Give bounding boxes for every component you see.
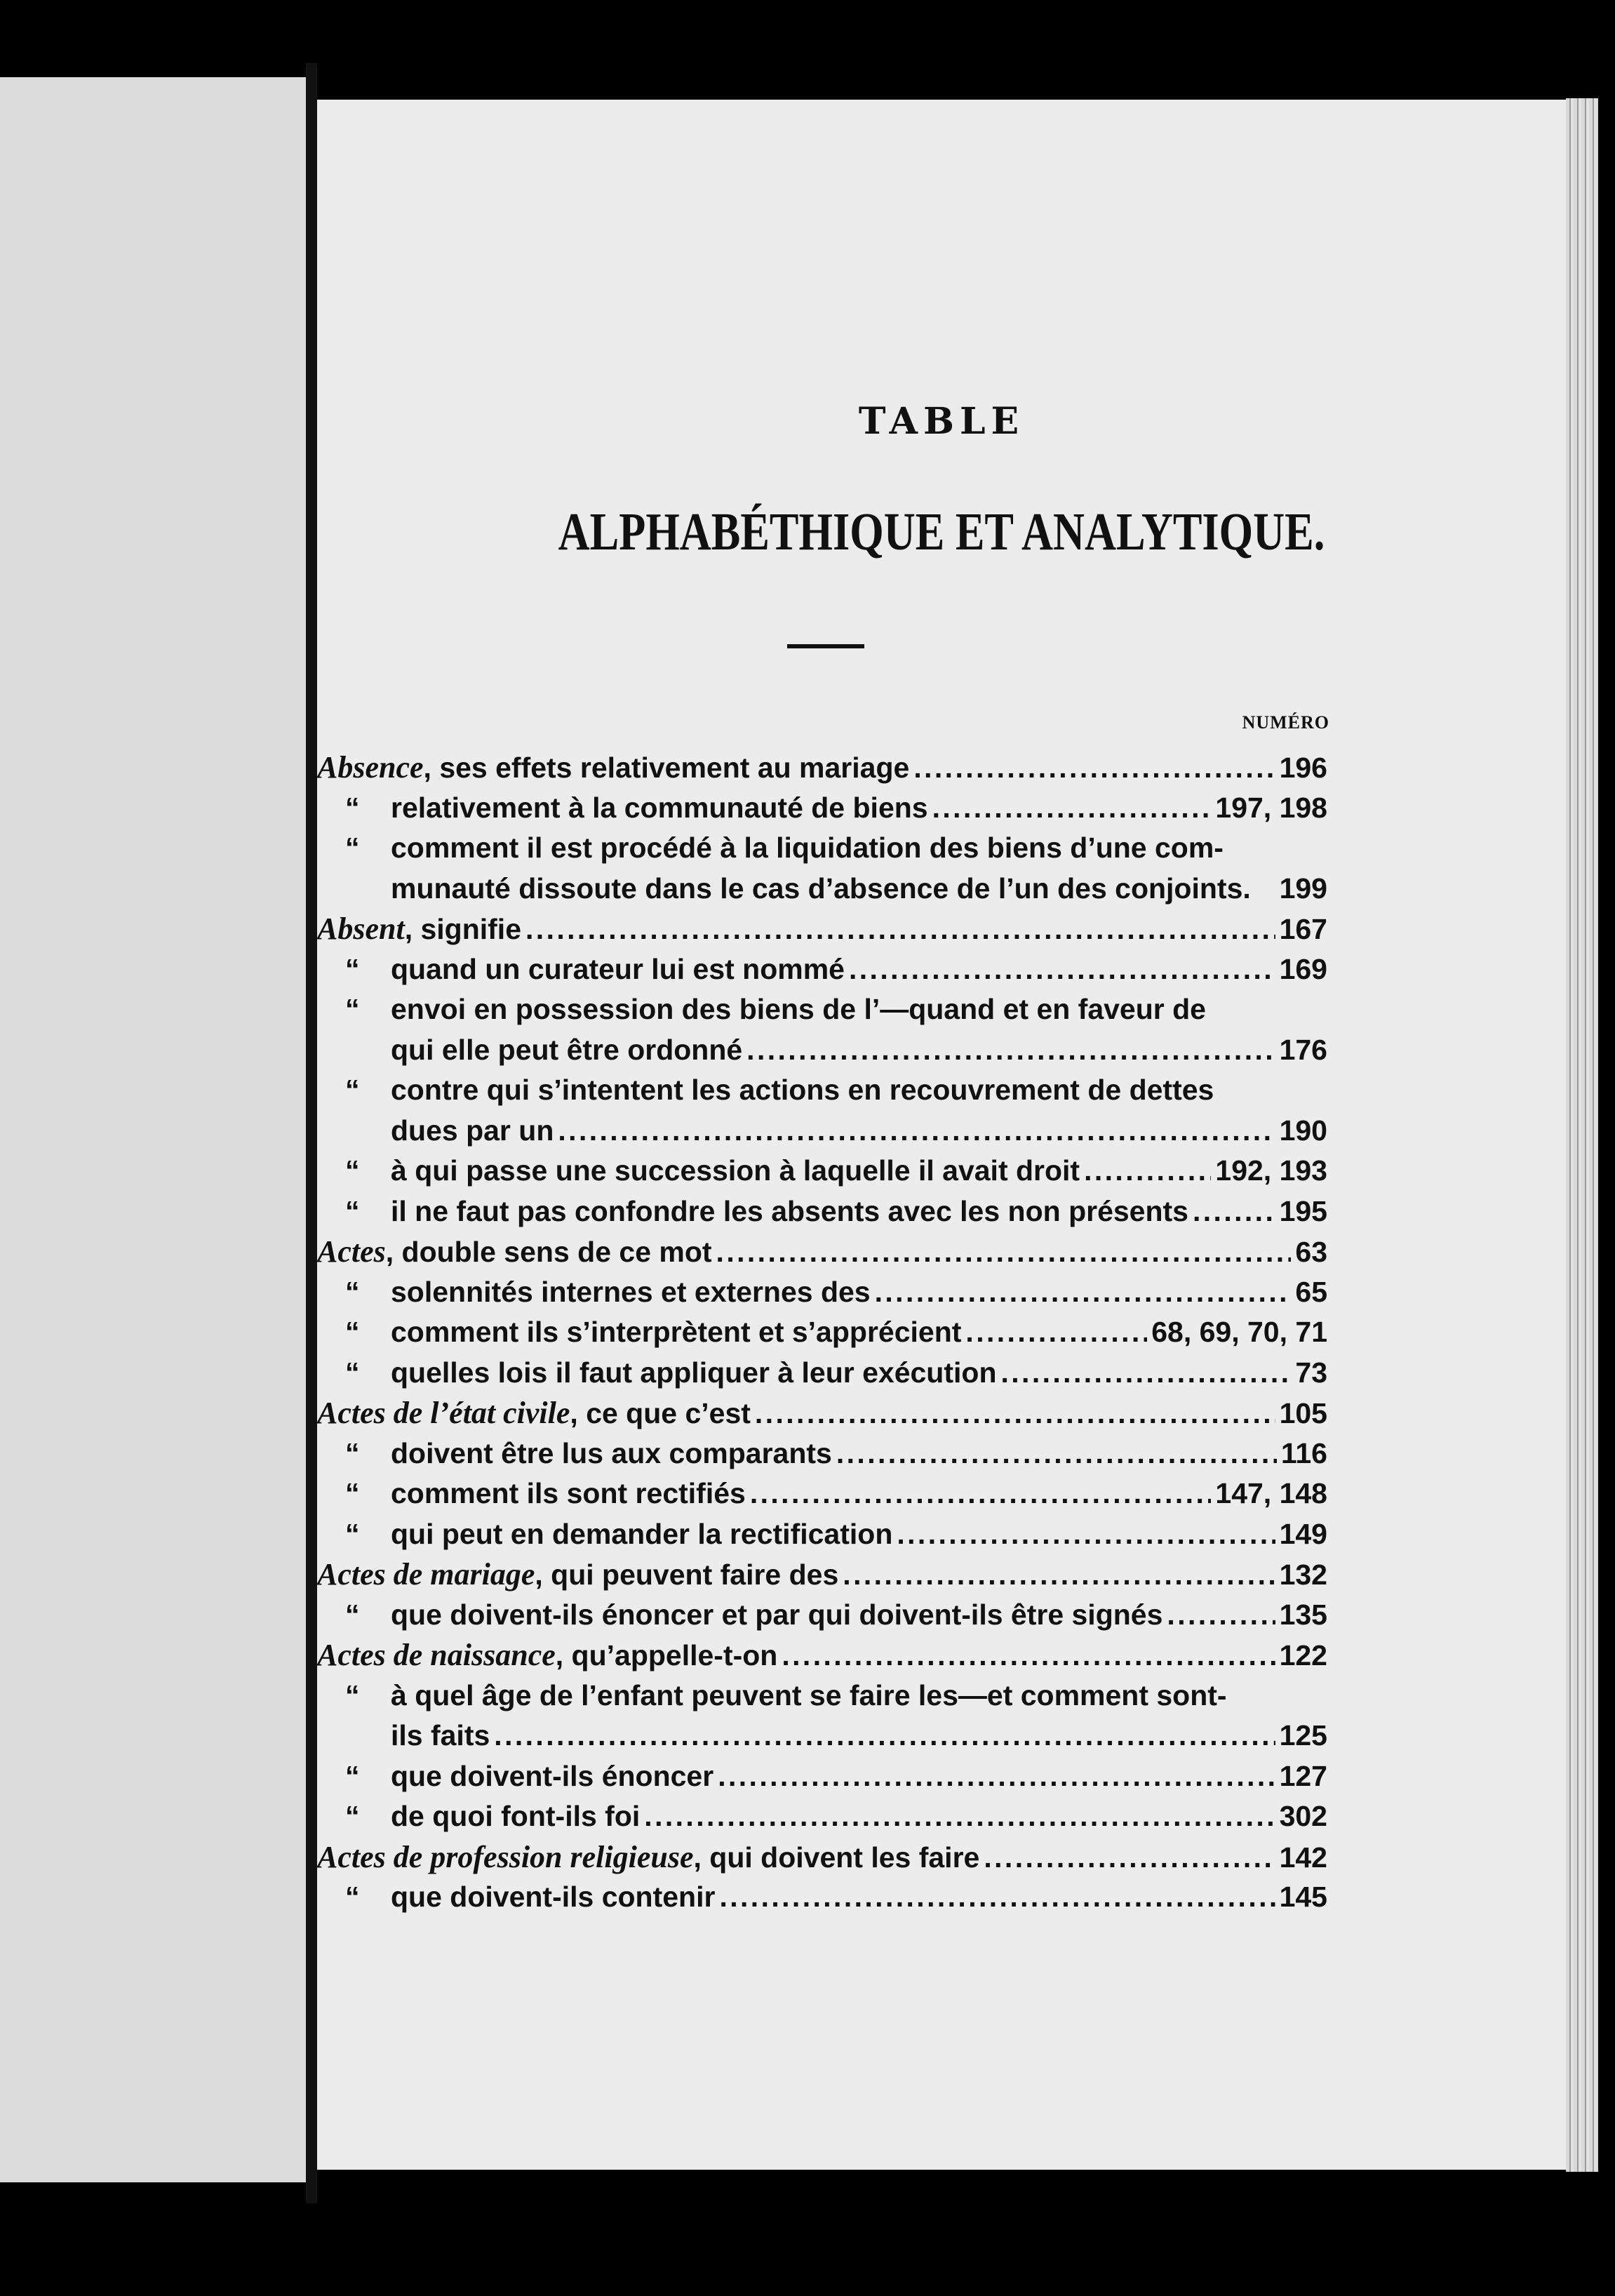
entry-numbers: 145 xyxy=(1279,1881,1327,1913)
dot-leader xyxy=(965,1312,1147,1353)
ditto-mark: “ xyxy=(345,1598,360,1631)
entry-line xyxy=(317,1676,1327,1716)
index-entry xyxy=(317,1474,1327,1514)
ditto-mark: “ xyxy=(345,1517,360,1550)
entry-term: Actes xyxy=(317,1234,386,1269)
index-entry xyxy=(317,949,1327,990)
index-entry xyxy=(317,1877,1327,1918)
entry-term: Actes de profession religieuse xyxy=(317,1839,694,1874)
entry-text: solennités internes et externes des xyxy=(391,1275,871,1308)
ditto-mark: “ xyxy=(345,1316,360,1348)
index-entry xyxy=(317,1353,1327,1394)
entry-text: comment ils s’interprètent et s’apprécient xyxy=(391,1316,962,1348)
index-entry xyxy=(317,869,1327,909)
entry-line xyxy=(317,1312,1327,1353)
entry-text: , qu’appelle-t-on xyxy=(555,1639,778,1671)
index-entry xyxy=(317,1434,1327,1474)
entry-text: il ne faut pas confondre les absents avec les non présents xyxy=(391,1194,1188,1227)
entry-text: que doivent-ils contenir xyxy=(391,1881,716,1913)
entry-text: comment ils sont rectifiés xyxy=(391,1477,746,1509)
entry-line xyxy=(317,1474,1327,1514)
dot-leader xyxy=(644,1796,1275,1837)
ditto-mark: “ xyxy=(345,1074,360,1106)
entry-line xyxy=(317,1434,1327,1474)
entry-line xyxy=(317,1151,1327,1192)
binding-spine xyxy=(306,63,317,2203)
entry-line xyxy=(317,1837,1327,1878)
ditto-mark: “ xyxy=(345,952,360,985)
entry-numbers: 105 xyxy=(1279,1397,1327,1429)
entry-text: qui elle peut être ordonné xyxy=(391,1033,743,1066)
entry-line xyxy=(317,909,1327,949)
dot-leader xyxy=(1084,1151,1211,1192)
index-entries xyxy=(317,747,1327,1918)
dot-leader xyxy=(1193,1192,1275,1232)
entry-line xyxy=(317,1353,1327,1394)
index-entry xyxy=(317,828,1327,869)
entry-term: Actes de l’état civile xyxy=(317,1396,570,1430)
dot-leader xyxy=(494,1716,1275,1756)
entry-numbers: 125 xyxy=(1279,1719,1327,1751)
ditto-mark: “ xyxy=(345,1881,360,1913)
entry-line xyxy=(317,1192,1327,1232)
entry-text: quand un curateur lui est nommé xyxy=(391,952,845,985)
entry-line xyxy=(317,1111,1327,1152)
dot-leader xyxy=(718,1756,1275,1797)
entry-text: , ce que c’est xyxy=(570,1397,751,1429)
ditto-mark: “ xyxy=(345,1356,360,1389)
entry-text: doivent être lus aux comparants xyxy=(391,1436,832,1469)
ditto-mark: “ xyxy=(345,1275,360,1308)
dot-leader xyxy=(836,1434,1277,1474)
entry-text: , ses effets relativement au mariage xyxy=(423,752,910,784)
entry-text: , signifie xyxy=(404,913,522,945)
index-entry xyxy=(317,1716,1327,1756)
index-entry xyxy=(317,1151,1327,1192)
index-entry xyxy=(317,1232,1327,1272)
entry-numbers: 68, 69, 70, 71 xyxy=(1151,1316,1327,1348)
entry-line xyxy=(317,828,1327,869)
entry-numbers: 196 xyxy=(1279,752,1327,784)
ditto-mark: “ xyxy=(345,993,360,1025)
number-column-label: NUMÉRO xyxy=(1242,712,1329,733)
page-subtitle: ALPHABÉTHIQUE ET ANALYTIQUE. xyxy=(558,502,1325,561)
dot-leader xyxy=(558,1111,1275,1152)
entry-line xyxy=(317,989,1327,1030)
dot-leader xyxy=(984,1838,1275,1878)
index-entry xyxy=(317,1837,1327,1878)
entry-line xyxy=(317,1595,1327,1636)
dot-leader xyxy=(716,1232,1292,1273)
entry-numbers: 122 xyxy=(1279,1639,1327,1671)
entry-text: relativement à la communauté de biens xyxy=(391,791,928,824)
index-entry xyxy=(317,1676,1327,1716)
entry-text: que doivent-ils énoncer et par qui doivent-ils être signés xyxy=(391,1598,1163,1631)
entry-line xyxy=(317,1030,1327,1071)
index-entry xyxy=(317,1192,1327,1232)
ditto-mark: “ xyxy=(345,1154,360,1187)
index-entry xyxy=(317,1393,1327,1434)
index-entry xyxy=(317,1635,1327,1676)
dot-leader xyxy=(750,1474,1212,1514)
dot-leader xyxy=(913,748,1275,789)
index-entry xyxy=(317,1554,1327,1595)
entry-numbers: 63 xyxy=(1295,1236,1327,1268)
entry-numbers: 302 xyxy=(1279,1800,1327,1832)
entry-numbers: 190 xyxy=(1279,1114,1327,1147)
dot-leader xyxy=(782,1636,1275,1676)
index-entry xyxy=(317,1796,1327,1837)
entry-numbers: 199 xyxy=(1279,872,1327,905)
entry-numbers: 127 xyxy=(1279,1759,1327,1792)
facing-page xyxy=(0,77,309,2182)
dot-leader xyxy=(875,1272,1292,1313)
entry-text: , qui doivent les faire xyxy=(693,1841,980,1874)
entry-numbers: 132 xyxy=(1279,1559,1327,1591)
entry-line xyxy=(317,1232,1327,1272)
entry-text: qui peut en demander la rectification xyxy=(391,1517,893,1550)
entry-line xyxy=(317,1877,1327,1918)
entry-line xyxy=(317,869,1327,909)
entry-numbers: 197, 198 xyxy=(1215,791,1327,824)
entry-text: , double sens de ce mot xyxy=(385,1236,712,1268)
entry-numbers: 176 xyxy=(1279,1033,1327,1066)
entry-numbers: 169 xyxy=(1279,952,1327,985)
entry-numbers: 195 xyxy=(1279,1194,1327,1227)
ditto-mark: “ xyxy=(345,1678,360,1711)
dot-leader xyxy=(1000,1353,1291,1394)
dot-leader xyxy=(525,909,1275,950)
dot-leader xyxy=(755,1394,1275,1434)
entry-text: de quoi font-ils foi xyxy=(391,1800,641,1832)
entry-line xyxy=(317,1393,1327,1434)
entry-line xyxy=(317,1070,1327,1111)
entry-line xyxy=(317,1756,1327,1797)
dot-leader xyxy=(849,949,1275,990)
dot-leader xyxy=(897,1514,1275,1555)
ditto-mark: “ xyxy=(345,1759,360,1792)
entry-text: que doivent-ils énoncer xyxy=(391,1759,714,1792)
index-entry xyxy=(317,1312,1327,1353)
entry-text: munauté dissoute dans le cas d’absence de l’un des conjoints. xyxy=(391,872,1251,905)
dot-leader xyxy=(932,788,1212,829)
entry-numbers: 149 xyxy=(1279,1517,1327,1550)
entry-text: comment il est procédé à la liquidation des biens d’une com- xyxy=(391,832,1224,864)
index-entry xyxy=(317,989,1327,1030)
entry-line xyxy=(317,1272,1327,1313)
index-entry xyxy=(317,1756,1327,1797)
entry-line xyxy=(317,1635,1327,1676)
entry-line xyxy=(317,1514,1327,1555)
entry-term: Absence xyxy=(317,750,424,785)
entry-numbers: 142 xyxy=(1279,1841,1327,1874)
title-rule xyxy=(787,644,864,648)
entry-text: ils faits xyxy=(391,1719,490,1751)
entry-term: Absent xyxy=(317,912,405,946)
ditto-mark: “ xyxy=(345,1800,360,1832)
ditto-mark: “ xyxy=(345,1477,360,1509)
ditto-mark: “ xyxy=(345,1194,360,1227)
entry-text: contre qui s’intentent les actions en recouvrement de dettes xyxy=(391,1074,1214,1106)
page-title: TABLE xyxy=(858,400,1025,443)
ditto-mark: “ xyxy=(345,1436,360,1469)
entry-text: envoi en possession des biens de l’—quand et en faveur de xyxy=(391,993,1206,1025)
entry-line xyxy=(317,949,1327,990)
entry-line xyxy=(317,788,1327,829)
index-entry xyxy=(317,1111,1327,1152)
entry-numbers: 147, 148 xyxy=(1215,1477,1327,1509)
entry-text: quelles lois il faut appliquer à leur exécution xyxy=(391,1356,997,1389)
index-entry xyxy=(317,788,1327,829)
entry-text: à quel âge de l’enfant peuvent se faire les—et comment sont- xyxy=(391,1678,1227,1711)
index-entry xyxy=(317,1272,1327,1313)
entry-numbers: 192, 193 xyxy=(1215,1154,1327,1187)
entry-term: Actes de mariage xyxy=(317,1557,535,1591)
entry-text: dues par un xyxy=(391,1114,554,1147)
entry-line xyxy=(317,1554,1327,1595)
entry-numbers: 73 xyxy=(1295,1356,1327,1389)
entry-numbers: 135 xyxy=(1279,1598,1327,1631)
dot-leader xyxy=(843,1555,1275,1596)
entry-numbers: 65 xyxy=(1295,1275,1327,1308)
entry-term: Actes de naissance xyxy=(317,1638,556,1672)
dot-leader xyxy=(1167,1595,1275,1636)
entry-text: à qui passe une succession à laquelle il avait droit xyxy=(391,1154,1080,1187)
index-entry xyxy=(317,1514,1327,1555)
entry-line xyxy=(317,1716,1327,1756)
page-edges xyxy=(1566,98,1598,2172)
entry-text: , qui peuvent faire des xyxy=(535,1559,839,1591)
ditto-mark: “ xyxy=(345,832,360,864)
entry-numbers: 167 xyxy=(1279,913,1327,945)
ditto-mark: “ xyxy=(345,791,360,824)
entry-numbers: 116 xyxy=(1280,1436,1327,1469)
dot-leader xyxy=(746,1030,1275,1071)
index-entry xyxy=(317,1030,1327,1071)
index-entry xyxy=(317,747,1327,788)
dot-leader xyxy=(719,1877,1275,1918)
entry-line xyxy=(317,747,1327,788)
entry-line xyxy=(317,1796,1327,1837)
index-entry xyxy=(317,909,1327,949)
index-entry xyxy=(317,1070,1327,1111)
index-entry xyxy=(317,1595,1327,1636)
